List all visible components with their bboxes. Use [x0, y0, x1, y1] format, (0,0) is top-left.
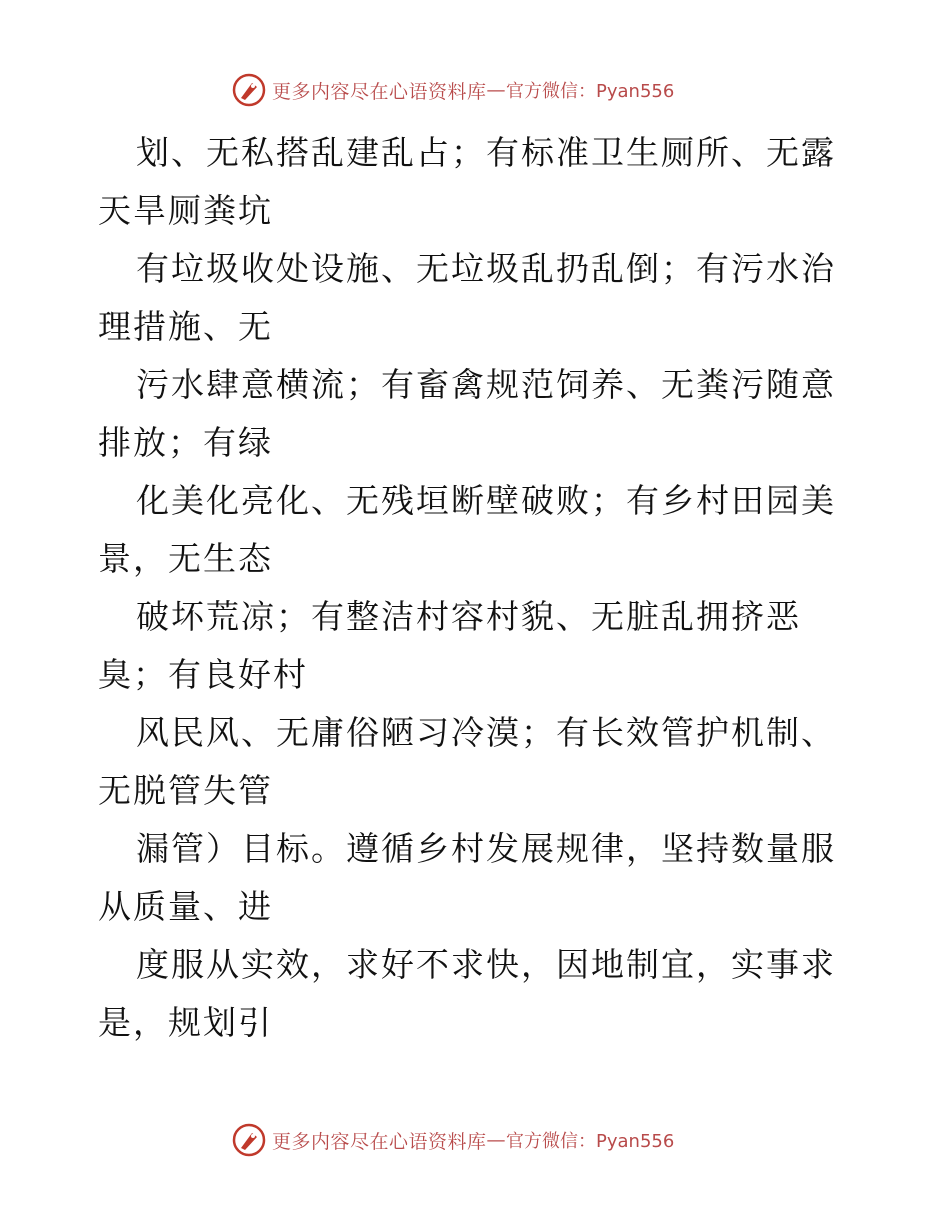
footer-banner [232, 1122, 732, 1158]
banner-wechat: 官方微信：Pyan556 [506, 1131, 675, 1152]
paragraph: 风民风、无庸俗陋习冷漠；有长效管护机制、无脱管失管 [98, 713, 836, 810]
paragraph: 污水肆意横流；有畜禽规范饲养、无粪污随意排放；有绿 [98, 365, 836, 462]
paragraph: 有垃圾收处设施、无垃圾乱扔乱倒；有污水治理措施、无 [98, 249, 836, 346]
paragraph: 度服从实效，求好不求快，因地制宜，实事求是，规划引 [98, 945, 836, 1042]
paragraph: 划、无私搭乱建乱占；有标准卫生厕所、无露天旱厕粪坑 [98, 133, 836, 230]
pen-nib-logo-icon [232, 1123, 266, 1157]
paragraph: 化美化亮化、无残垣断壁破败；有乡村田园美景，无生态 [98, 481, 836, 578]
banner-dash: — [486, 1129, 507, 1151]
header-banner [232, 72, 732, 108]
pen-nib-logo-icon [232, 73, 266, 107]
document-body [98, 124, 858, 1052]
banner-title: 更多内容尽在心语资料库 [272, 80, 487, 103]
banner-dash: — [486, 79, 507, 101]
paragraph: 漏管）目标。遵循乡村发展规律，坚持数量服从质量、进 [98, 829, 836, 926]
banner-wechat: 官方微信：Pyan556 [506, 81, 675, 102]
paragraph: 破坏荒凉；有整洁村容村貌、无脏乱拥挤恶臭；有良好村 [98, 597, 801, 694]
banner-title: 更多内容尽在心语资料库 [272, 1130, 487, 1153]
